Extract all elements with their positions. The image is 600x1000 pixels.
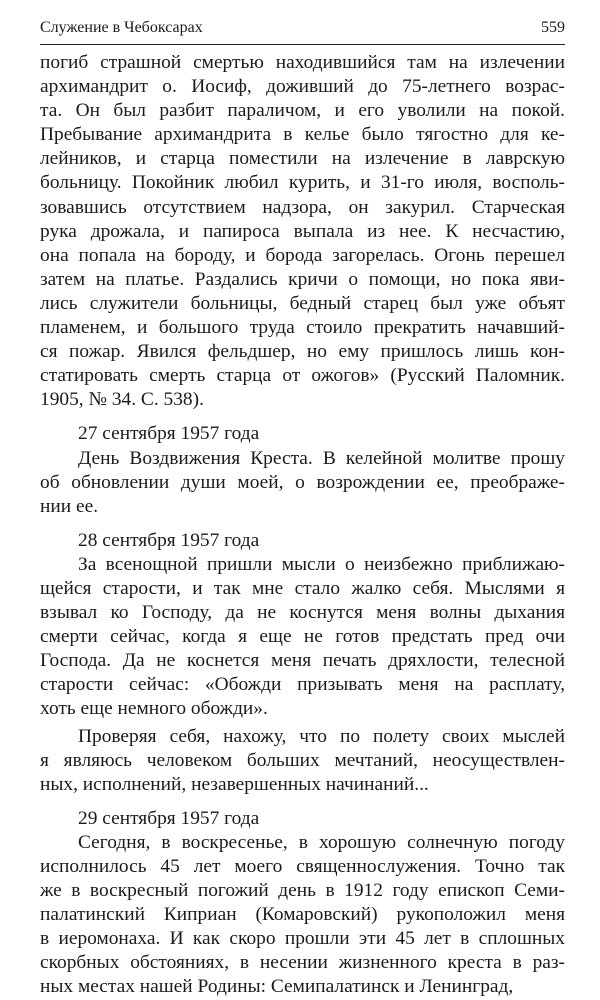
- text-line: больницу. Покойник любил курить, и 31-го июля, восполь-: [40, 172, 565, 194]
- paragraph: [40, 447, 565, 519]
- text-line: она попала на бороду, и борода загорелась. Огонь перешел: [40, 244, 565, 266]
- text-line: взывал ко Господу, да не коснутся меня волны дыхания: [40, 602, 565, 624]
- text-line: Пребывание архимандрита в келье было тягостно для ке-: [40, 124, 565, 146]
- paragraph: [40, 51, 565, 412]
- diary-date-heading: 29 сентября 1957 года: [78, 807, 260, 829]
- text-line: я являюсь человеком больших мечтаний, неосуществлен-: [40, 749, 565, 771]
- text-line: статировать смерть старца от ожогов» (Русский Паломник.: [40, 365, 565, 387]
- text-line: старости сейчас: «Обожди призывать меня на расплату,: [40, 674, 565, 696]
- text-line: хоть еще немного обожди».: [40, 698, 268, 720]
- text-line: День Воздвижения Креста. В келейной молитве прошу: [78, 447, 565, 469]
- text-line: погиб страшной смертью находившийся там на излечении: [40, 52, 565, 73]
- text-line: ных, исполнений, незавершенных начинаний...: [40, 773, 429, 795]
- text-line: палатинский Киприан (Комаровский) рукоположил меня: [40, 904, 565, 926]
- text-line: архимандрит о. Иосиф, доживший до 75-летнего возрас-: [40, 76, 565, 98]
- body-text: [40, 51, 565, 1000]
- text-line: ся пожар. Явился фельдшер, но ему пришлось лишь кон-: [40, 341, 565, 363]
- paragraph: [40, 553, 565, 722]
- paragraph: [40, 831, 565, 1000]
- page-number: 559: [541, 19, 565, 36]
- text-line: Господа. Да не коснется меня печать дряхлости, телесной: [40, 650, 565, 672]
- diary-date-heading: 27 сентября 1957 года: [78, 423, 260, 445]
- text-line: исполнилось 45 лет моего священнослужения. Точно так: [40, 856, 565, 877]
- text-line: пламенем, и большого труда стоило прекратить начавший-: [40, 317, 565, 339]
- text-line: Сегодня, в воскресенье, в хорошую солнечную погоду: [78, 831, 565, 853]
- text-line: ных местах нашей Родины: Семипалатинск и Ленинград,: [40, 976, 514, 998]
- text-line: та. Он был разбит параличом, и его уволили на покой.: [40, 100, 565, 122]
- text-line: нии ее.: [40, 495, 99, 517]
- text-line: Проверяя себя, нахожу, что по полету своих мыслей: [78, 725, 565, 747]
- running-head: [40, 18, 565, 45]
- text-line: щейся старости, и так мне стало жалко себя. Мыслями я: [40, 577, 565, 599]
- text-line: За всенощной пришли мысли о неизбежно приближаю-: [78, 553, 565, 575]
- paragraph: [40, 725, 565, 797]
- text-line: об обновлении души моей, о возрождении ее, преображе-: [40, 471, 565, 493]
- text-line: 1905, № 34. С. 538).: [40, 389, 204, 411]
- text-line: зовавшись отсутствием надзора, он закурил. Старческая: [40, 196, 565, 218]
- text-line: в иеромонаха. И как скоро прошли эти 45 лет в сплошных: [40, 928, 565, 950]
- running-title: Служение в Чебоксарах: [40, 19, 203, 36]
- text-line: рука дрожала, и папироса выпала из нее. К несчастию,: [40, 220, 565, 242]
- book-page: [40, 18, 565, 1000]
- text-line: смерти сейчас, когда я еще не готов предстать пред очи: [40, 626, 565, 648]
- text-line: же в воскресный погожий день в 1912 году епископ Семи-: [40, 880, 565, 902]
- text-line: затем на платье. Раздались кричи о помощи, но пока яви-: [40, 268, 565, 290]
- text-line: лейников, и старца поместили на излечение в лаврскую: [40, 148, 565, 170]
- diary-date-heading: 28 сентября 1957 года: [78, 529, 260, 551]
- text-line: лись служители больницы, бедный старец был уже объят: [40, 292, 565, 314]
- text-line: скорбных обстояниях, в несении жизненного креста в раз-: [40, 952, 565, 974]
